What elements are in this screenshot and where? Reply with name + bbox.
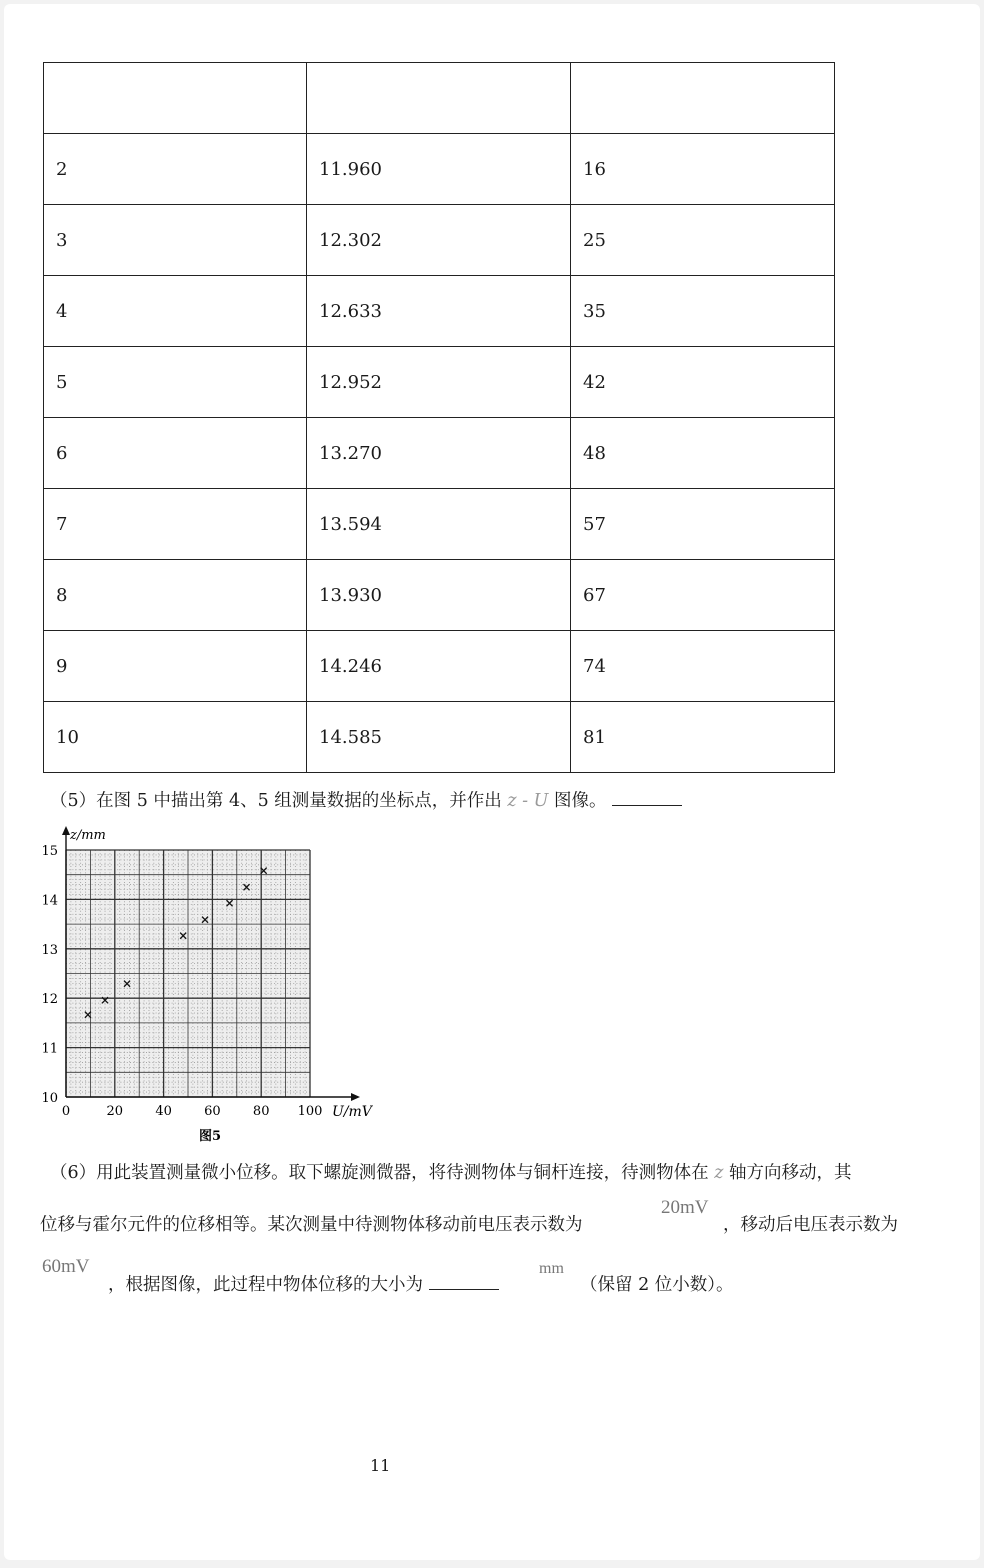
q6-line1-end: 轴方向移动，其 bbox=[729, 1163, 852, 1183]
table-cell: 8 bbox=[44, 560, 307, 631]
data-table-body bbox=[44, 63, 835, 773]
table-cell: 11.960 bbox=[307, 134, 571, 205]
y-tick-label: 10 bbox=[41, 1091, 58, 1106]
table-row bbox=[44, 134, 835, 205]
q6-line1: （6）用此装置测量微小位移。取下螺旋测微器，将待测物体与铜杆连接，待测物体在 bbox=[50, 1163, 709, 1183]
data-point-marker: × bbox=[200, 912, 211, 927]
q6-unit: mm bbox=[539, 1260, 564, 1277]
y-tick-label: 13 bbox=[41, 942, 58, 958]
q6-line3: ，根据图像，此过程中物体位移的大小为 bbox=[108, 1275, 423, 1295]
q6-line2-end: ，移动后电压表示数为 bbox=[723, 1215, 898, 1235]
q6-voltage-after: 60mV bbox=[42, 1256, 90, 1277]
table-cell: 12.952 bbox=[307, 347, 571, 418]
data-point-marker: × bbox=[178, 928, 189, 943]
q6-answer-blank[interactable] bbox=[429, 1289, 499, 1290]
data-point-marker: × bbox=[241, 880, 252, 895]
question-5 bbox=[50, 793, 682, 811]
data-point-marker: × bbox=[258, 863, 269, 878]
table-cell: 13.930 bbox=[307, 560, 571, 631]
table-cell: 57 bbox=[571, 489, 835, 560]
y-axis-label: z/mm bbox=[70, 828, 106, 843]
table-header-cell bbox=[307, 63, 571, 134]
table-cell: 10 bbox=[44, 702, 307, 773]
table-cell: 13.270 bbox=[307, 418, 571, 489]
table-cell: 25 bbox=[571, 205, 835, 276]
table-cell: 4 bbox=[44, 276, 307, 347]
figure-caption: 图5 bbox=[199, 1129, 222, 1144]
q5-answer-blank[interactable] bbox=[612, 805, 682, 806]
table-cell: 16 bbox=[571, 134, 835, 205]
table-row bbox=[44, 418, 835, 489]
table-cell: 3 bbox=[44, 205, 307, 276]
table-row bbox=[44, 702, 835, 773]
table-header-cell bbox=[571, 63, 835, 134]
y-tick-label: 12 bbox=[41, 992, 58, 1008]
table-cell: 48 bbox=[571, 418, 835, 489]
x-tick-label: 100 bbox=[297, 1104, 323, 1119]
table-cell: 12.633 bbox=[307, 276, 571, 347]
q5-prefix: （5）在图 5 中描出第 4、5 组测量数据的坐标点，并作出 bbox=[50, 791, 502, 811]
table-cell: 7 bbox=[44, 489, 307, 560]
table-cell: 74 bbox=[571, 631, 835, 702]
table-cell: 14.246 bbox=[307, 631, 571, 702]
table-row bbox=[44, 631, 835, 702]
figure-5-chart bbox=[34, 822, 394, 1152]
question-6-line-2 bbox=[40, 1217, 583, 1235]
table-cell: 5 bbox=[44, 347, 307, 418]
x-tick-label: 60 bbox=[204, 1104, 221, 1119]
table-cell: 9 bbox=[44, 631, 307, 702]
table-cell: 14.585 bbox=[307, 702, 571, 773]
table-row bbox=[44, 489, 835, 560]
q6-voltage-before: 20mV bbox=[661, 1197, 709, 1218]
y-tick-label: 14 bbox=[41, 893, 58, 909]
x-axis-arrow bbox=[351, 1093, 360, 1101]
q6-note: （保留 2 位小数）。 bbox=[580, 1275, 734, 1295]
q6-line2-start: 位移与霍尔元件的位移相等。某次测量中待测物体移动前电压表示数为 bbox=[40, 1215, 583, 1235]
x-tick-label: 20 bbox=[106, 1104, 124, 1119]
table-header-row bbox=[44, 63, 835, 134]
data-table bbox=[43, 62, 835, 773]
q6-axis-var: z bbox=[714, 1163, 724, 1183]
table-cell: 2 bbox=[44, 134, 307, 205]
data-point-marker: × bbox=[121, 976, 133, 991]
exam-page bbox=[4, 4, 980, 1560]
data-point-marker: × bbox=[100, 993, 111, 1008]
table-header-cell bbox=[44, 63, 307, 134]
table-row bbox=[44, 276, 835, 347]
y-axis-arrow bbox=[62, 826, 70, 835]
page-number: 11 bbox=[370, 1456, 391, 1475]
x-tick-label: 0 bbox=[61, 1104, 71, 1119]
table-cell: 35 bbox=[571, 276, 835, 347]
q5-suffix: 图像。 bbox=[553, 791, 607, 811]
x-tick-label: 80 bbox=[252, 1104, 270, 1119]
table-row bbox=[44, 347, 835, 418]
table-cell: 13.594 bbox=[307, 489, 571, 560]
data-point-marker: × bbox=[82, 1007, 93, 1022]
question-6-line-1 bbox=[50, 1165, 852, 1183]
table-cell: 12.302 bbox=[307, 205, 571, 276]
q5-variable: z - U bbox=[507, 791, 549, 811]
table-cell: 42 bbox=[571, 347, 835, 418]
y-tick-label: 15 bbox=[41, 844, 58, 859]
table-row bbox=[44, 205, 835, 276]
data-point-marker: × bbox=[224, 895, 235, 910]
question-6-line-3 bbox=[108, 1277, 499, 1295]
y-tick-label: 11 bbox=[41, 1041, 58, 1057]
x-axis-label: U/mV bbox=[332, 1104, 372, 1120]
x-tick-label: 40 bbox=[155, 1104, 172, 1119]
table-row bbox=[44, 560, 835, 631]
table-cell: 81 bbox=[571, 702, 835, 773]
table-cell: 6 bbox=[44, 418, 307, 489]
table-cell: 67 bbox=[571, 560, 835, 631]
